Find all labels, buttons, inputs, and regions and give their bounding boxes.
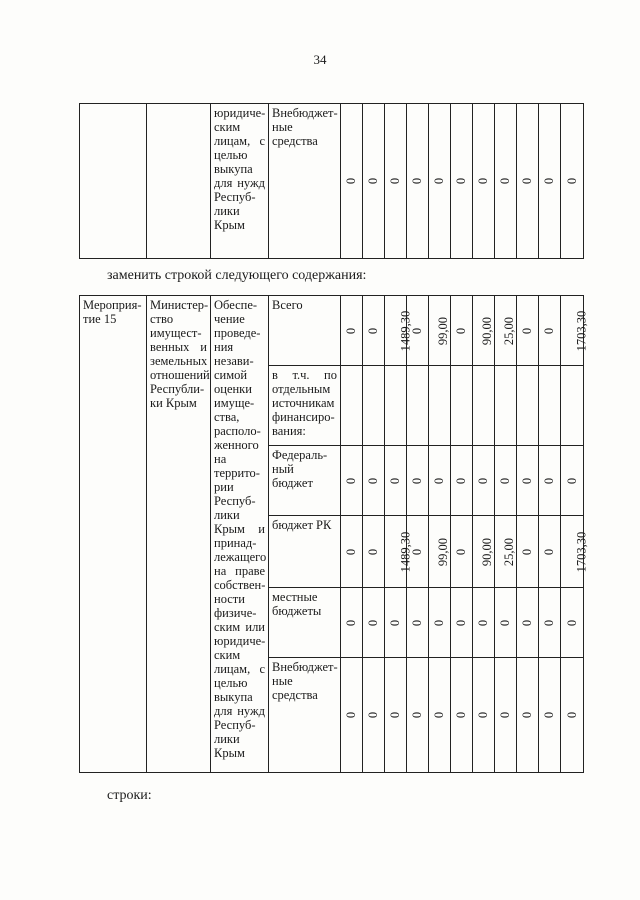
value-cell — [407, 658, 429, 773]
value-text: 0 — [498, 619, 513, 626]
value-text: 90,00 — [480, 316, 495, 345]
value-cell — [517, 588, 539, 658]
value-text: 0 — [366, 327, 381, 334]
value-cell — [363, 104, 385, 259]
value-cell — [561, 296, 589, 366]
value-text: 1489,30 — [398, 310, 413, 351]
value-text: 0 — [454, 548, 469, 555]
value-cell — [495, 296, 517, 366]
source-cell: Внебюджет-ные средства — [269, 658, 341, 773]
value-cell — [451, 104, 473, 259]
source-cell: Федераль-ный бюджет — [269, 446, 341, 516]
value-text: 0 — [410, 548, 425, 555]
source-cell: Всего — [269, 296, 341, 366]
value-text: 0 — [542, 177, 557, 185]
value-text: 0 — [498, 711, 513, 719]
value-text: 0 — [388, 711, 403, 719]
value-cell — [385, 296, 413, 366]
value-cell — [473, 296, 495, 366]
value-cell — [407, 516, 429, 588]
value-cell — [473, 658, 495, 773]
value-cell — [517, 104, 539, 259]
value-text: 0 — [476, 711, 491, 719]
replacement-caption: заменить строкой следующего содержания: — [107, 268, 367, 283]
value-cell — [341, 296, 363, 366]
value-text: 0 — [454, 327, 469, 334]
value-cell — [429, 104, 451, 259]
value-text: 0 — [476, 477, 491, 484]
value-cell — [517, 296, 539, 366]
value-cell — [539, 588, 561, 658]
value-text: 0 — [410, 477, 425, 484]
value-cell — [385, 104, 407, 259]
value-cell — [341, 446, 363, 516]
value-cell — [561, 658, 584, 773]
value-cell — [341, 588, 363, 658]
value-cell — [539, 658, 561, 773]
value-cell — [451, 588, 473, 658]
value-cell — [385, 366, 407, 446]
value-cell — [429, 516, 451, 588]
value-cell — [385, 588, 407, 658]
value-cell — [473, 516, 495, 588]
purpose-cell: юридиче-ским лицам, с целью выкупа для нужд Респуб-лики Крым — [211, 104, 269, 259]
value-cell — [495, 658, 517, 773]
value-cell — [363, 446, 385, 516]
value-cell — [429, 366, 451, 446]
value-text: 0 — [520, 477, 535, 484]
value-cell — [473, 104, 495, 259]
value-text: 0 — [388, 477, 403, 484]
value-cell — [495, 366, 517, 446]
value-text: 0 — [344, 711, 359, 719]
value-text: 0 — [344, 327, 359, 334]
value-text: 0 — [454, 711, 469, 719]
value-text: 0 — [344, 548, 359, 555]
value-text: 0 — [454, 177, 469, 185]
value-text: 0 — [410, 177, 425, 185]
value-cell — [363, 366, 385, 446]
value-cell — [517, 516, 539, 588]
value-text: 0 — [520, 619, 535, 626]
page-number: 34 — [313, 52, 327, 67]
value-cell — [363, 588, 385, 658]
value-cell — [495, 104, 517, 259]
value-text: 0 — [476, 177, 491, 185]
value-text: 1489,30 — [398, 531, 413, 572]
value-cell — [385, 446, 407, 516]
value-cell — [341, 516, 363, 588]
value-text: 0 — [432, 711, 447, 719]
value-text: 0 — [410, 711, 425, 719]
value-text: 0 — [520, 177, 535, 185]
value-cell — [429, 446, 451, 516]
value-cell — [561, 104, 584, 259]
value-text: 0 — [366, 477, 381, 484]
value-text: 99,00 — [436, 537, 451, 566]
main-table — [79, 295, 589, 773]
value-cell — [385, 516, 413, 588]
source-cell: местные бюджеты — [269, 588, 341, 658]
value-text: 0 — [498, 477, 513, 484]
value-cell — [539, 446, 561, 516]
value-text: 0 — [410, 327, 425, 334]
value-cell — [495, 446, 517, 516]
value-cell — [407, 104, 429, 259]
value-cell — [341, 366, 363, 446]
value-text: 0 — [454, 619, 469, 626]
value-cell — [407, 588, 429, 658]
value-cell — [385, 658, 407, 773]
value-cell — [429, 588, 451, 658]
value-text: 0 — [542, 327, 557, 334]
value-cell — [561, 588, 584, 658]
value-text: 0 — [432, 619, 447, 626]
executor-cell: Министер-ство имущест-венных и земельных отношений Республи-ки Крым — [147, 296, 211, 773]
value-text: 25,00 — [502, 537, 517, 566]
value-cell — [451, 658, 473, 773]
value-cell — [561, 366, 584, 446]
value-text: 0 — [410, 619, 425, 626]
value-text: 0 — [366, 177, 381, 185]
value-cell — [407, 366, 429, 446]
value-text: 0 — [565, 711, 579, 719]
value-text: 0 — [388, 177, 403, 185]
value-cell — [517, 366, 539, 446]
value-text: 0 — [454, 477, 469, 484]
value-cell — [429, 658, 451, 773]
value-text: 99,00 — [436, 316, 451, 345]
table-row — [80, 296, 584, 366]
value-text: 0 — [542, 619, 557, 626]
value-cell — [539, 366, 561, 446]
value-text: 0 — [542, 477, 557, 484]
value-text: 0 — [344, 177, 359, 185]
value-cell — [341, 658, 363, 773]
value-cell — [451, 366, 473, 446]
value-cell — [429, 296, 451, 366]
value-text: 0 — [344, 619, 359, 626]
value-cell — [341, 104, 363, 259]
value-text: 0 — [344, 477, 359, 484]
value-cell — [451, 516, 473, 588]
source-cell: бюджет РК — [269, 516, 341, 588]
event-cell — [80, 104, 147, 259]
value-text: 0 — [366, 619, 381, 626]
value-cell — [407, 446, 429, 516]
value-text: 1703,30 — [574, 531, 589, 572]
value-cell — [495, 516, 517, 588]
value-text: 0 — [388, 619, 403, 626]
value-cell — [363, 296, 385, 366]
value-cell — [473, 446, 495, 516]
value-text: 0 — [565, 177, 579, 185]
value-cell — [473, 588, 495, 658]
top-table-row — [80, 104, 584, 259]
value-cell — [517, 446, 539, 516]
value-cell — [451, 446, 473, 516]
value-cell — [473, 366, 495, 446]
value-text: 1703,30 — [574, 310, 589, 351]
value-cell — [517, 658, 539, 773]
lines-label: строки: — [107, 788, 152, 803]
value-cell — [363, 658, 385, 773]
value-cell — [363, 516, 385, 588]
value-cell — [561, 446, 584, 516]
value-cell — [561, 516, 589, 588]
value-text: 0 — [542, 711, 557, 719]
value-cell — [539, 296, 561, 366]
value-cell — [495, 588, 517, 658]
purpose-cell: Обеспе-чение проведе-ния незави-симой оценки имуще-ства, располо-женного на террито-рии Респуб-лики Крым и принад-лежащего на праве собствен-ности физиче-ским или юридиче-ским лицам, с целью выкупа для нужд Респуб-лики Крым — [211, 296, 269, 773]
value-text: 0 — [476, 619, 491, 626]
value-cell — [539, 104, 561, 259]
value-text: 0 — [432, 177, 447, 185]
executor-cell — [147, 104, 211, 259]
value-text: 0 — [432, 477, 447, 484]
event-cell: Мероприя-тие 15 — [80, 296, 147, 773]
value-cell — [451, 296, 473, 366]
value-cell — [539, 516, 561, 588]
source-cell: Внебюджет-ные средства — [269, 104, 341, 259]
value-text: 0 — [520, 548, 535, 555]
value-text: 0 — [542, 548, 557, 555]
value-text: 0 — [366, 548, 381, 555]
value-text: 25,00 — [502, 316, 517, 345]
value-text: 90,00 — [480, 537, 495, 566]
value-text: 0 — [366, 711, 381, 719]
value-text: 0 — [565, 619, 579, 626]
value-text: 0 — [565, 477, 579, 484]
source-cell: в т.ч. по отдельным источникам финансиро-вания: — [269, 366, 341, 446]
top-table — [79, 103, 584, 259]
value-cell — [407, 296, 429, 366]
value-text: 0 — [520, 711, 535, 719]
value-text: 0 — [498, 177, 513, 185]
value-text: 0 — [520, 327, 535, 334]
